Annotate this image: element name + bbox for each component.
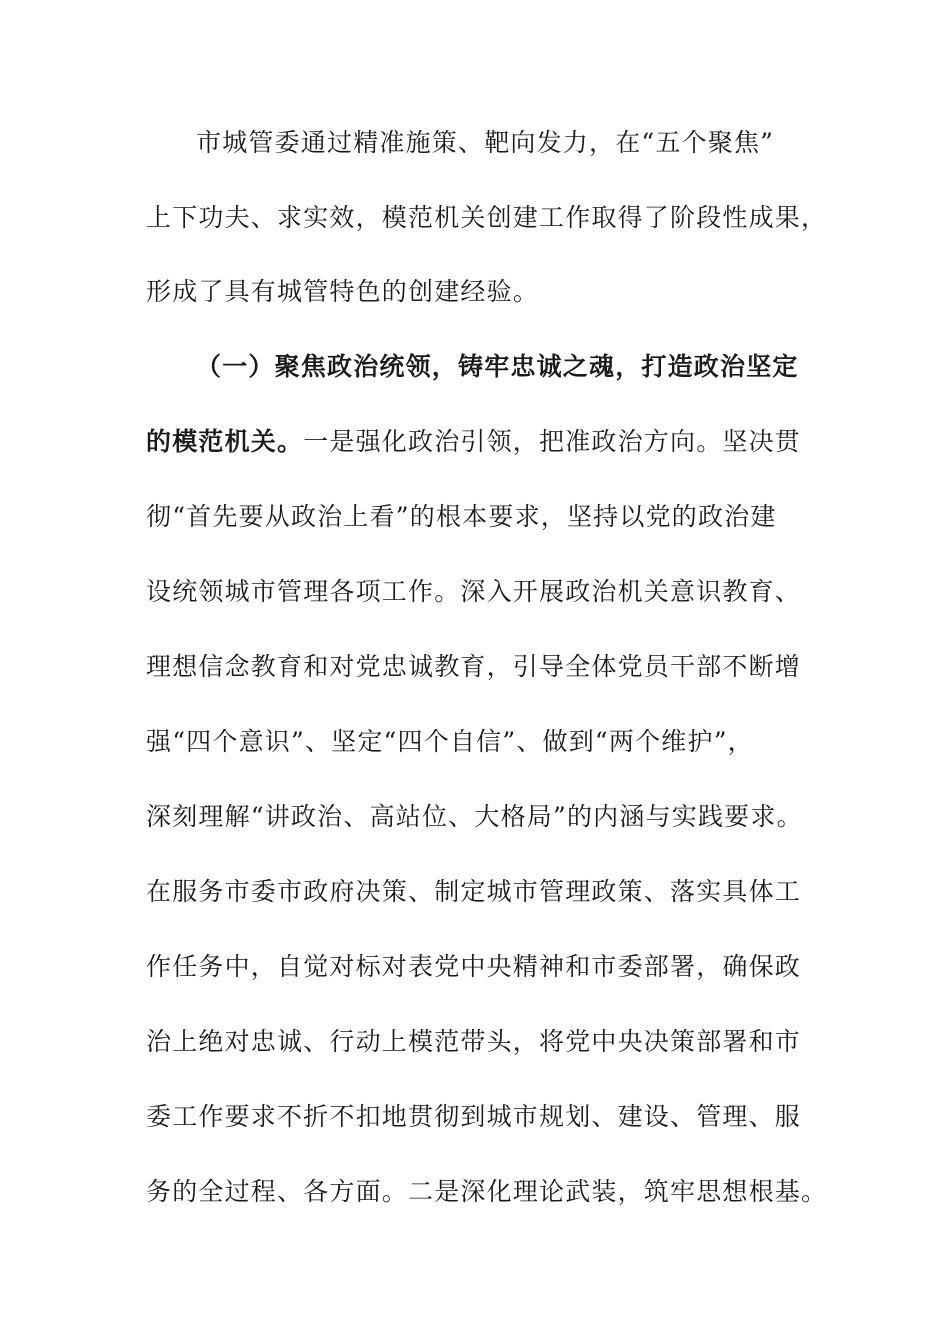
section-heading-line-1: （一）聚焦政治统领，铸牢忠诚之魂，打造政治坚定 <box>196 352 799 381</box>
paragraph2-line-12: 务的全过程、各方面。二是深化理论武装，筑牢思想根基。 <box>146 1177 828 1206</box>
paragraph2-line-10: 治上绝对忠诚、行动上模范带头，将党中央决策部署和市 <box>146 1027 802 1056</box>
paragraph2-line-8: 在服务市委市政府决策、制定城市管理政策、落实具体工 <box>146 877 802 906</box>
paragraph2-line-5: 理想信念教育和对党忠诚教育，引导全体党员干部不断增 <box>146 652 802 681</box>
paragraph2-line-4: 设统领城市管理各项工作。深入开展政治机关意识教育、 <box>146 577 802 606</box>
paragraph1-line-3: 形成了具有城管特色的创建经验。 <box>146 277 540 306</box>
paragraph2-line-9: 作任务中，自觉对标对表党中央精神和市委部署，确保政 <box>146 952 802 981</box>
paragraph2-line-7: 深刻理解“讲政治、高站位、大格局”的内涵与实践要求。 <box>146 802 803 831</box>
paragraph2-line-6: 强“四个意识”、坚定“四个自信”、做到“两个维护”， <box>146 727 754 756</box>
paragraph2-line-3: 彻“首先要从政治上看”的根本要求，坚持以党的政治建 <box>146 502 777 531</box>
paragraph1-line-2: 上下功夫、求实效，模范机关创建工作取得了阶段性成果， <box>146 203 828 232</box>
paragraph2-line-11: 委工作要求不折不扣地贯彻到城市规划、建设、管理、服 <box>146 1102 802 1131</box>
paragraph2-line-2 <box>146 427 806 457</box>
paragraph1-line-1: 市城管委通过精准施策、靶向发力，在“五个聚焦” <box>196 128 775 157</box>
section-heading-line-2: 的模范机关。 <box>146 427 304 456</box>
paragraph2-line-2-text: 一是强化政治引领，把准政治方向。坚决贯 <box>303 427 802 456</box>
